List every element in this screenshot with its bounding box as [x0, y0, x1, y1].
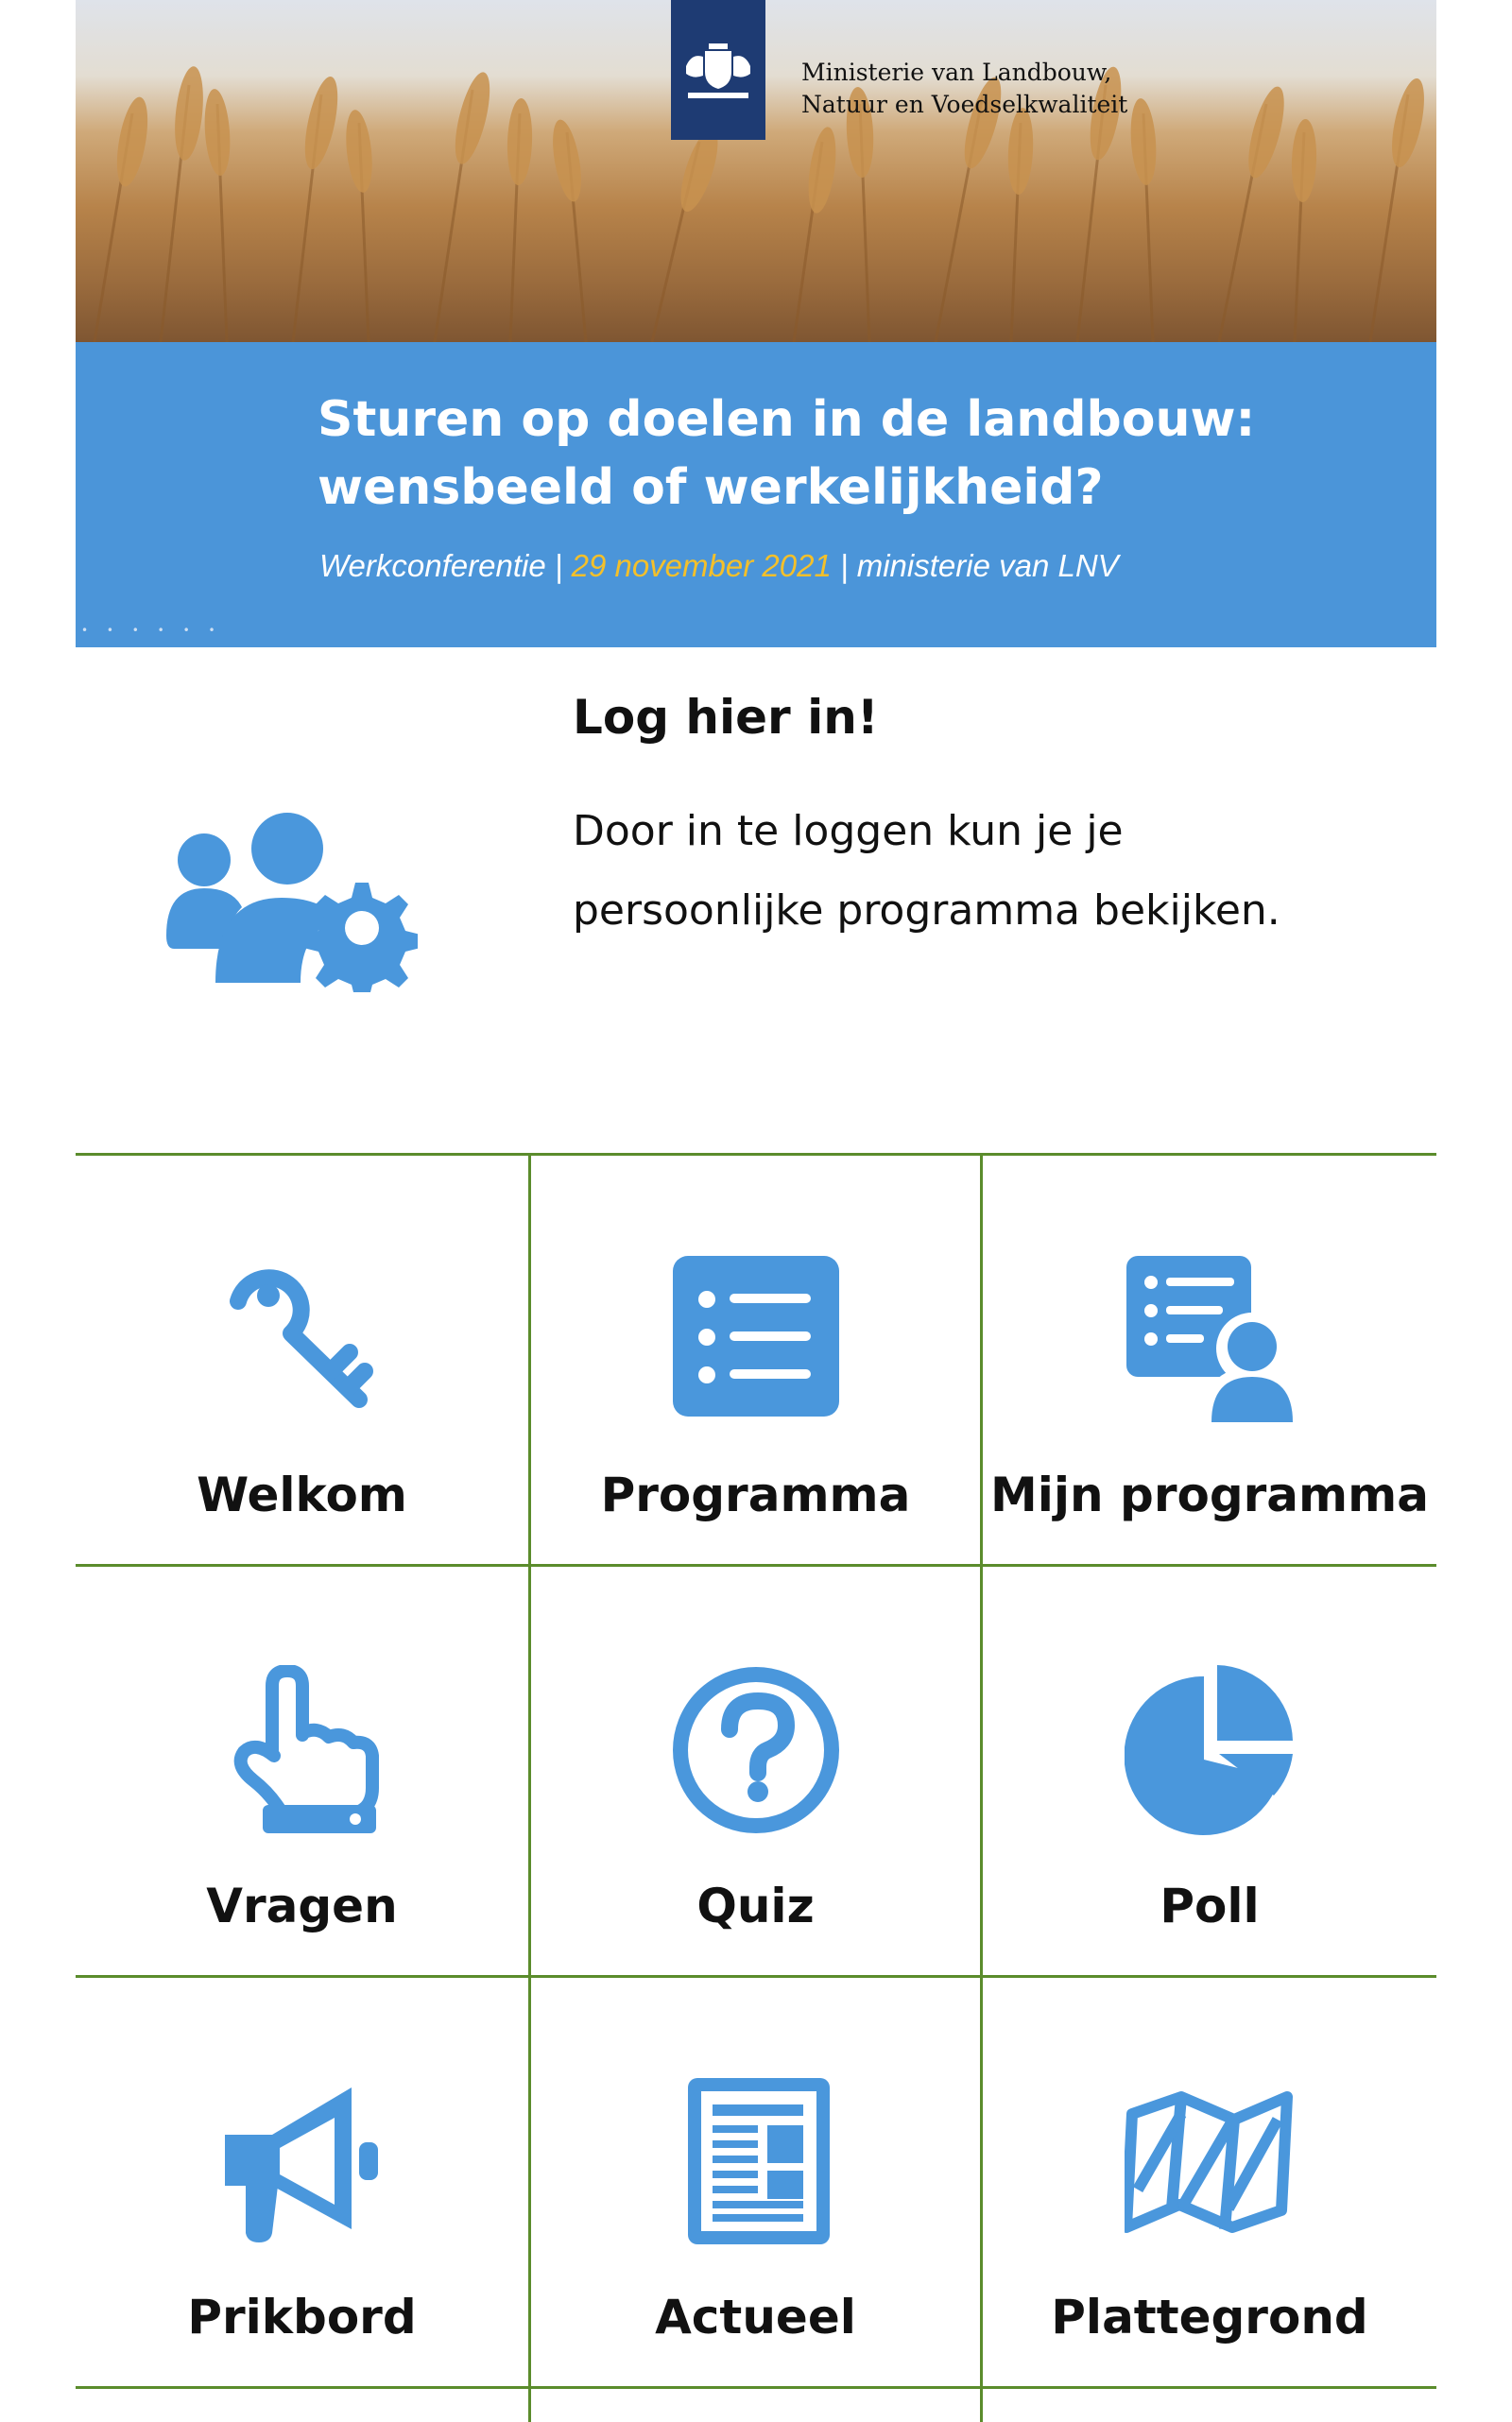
question-circle-icon: [671, 1665, 841, 1835]
tile-welkom[interactable]: [76, 1156, 528, 1567]
ministry-name: [801, 57, 1127, 121]
tile-prikbord[interactable]: [76, 1978, 528, 2389]
tile-plattegrond[interactable]: [983, 1978, 1436, 2389]
event-title-line-2: wensbeeld of werkelijkheid?: [318, 459, 1104, 516]
tile-label: Welkom: [197, 1468, 407, 1522]
users-gear-icon[interactable]: [166, 813, 418, 996]
pointing-hand-icon: [217, 1665, 387, 1835]
newspaper-icon: [671, 2076, 841, 2246]
slide-controls-dots: • • • • • •: [81, 624, 223, 637]
map-icon: [1125, 2076, 1295, 2246]
tile-programma[interactable]: [528, 1156, 983, 1567]
list-icon: [671, 1254, 841, 1424]
ministry-line-1: Ministerie van Landbouw,: [801, 59, 1112, 86]
separator-2: |: [831, 548, 857, 583]
menu-grid: [76, 1153, 1436, 2422]
separator-1: |: [545, 548, 572, 583]
tile-label: Actueel: [655, 2290, 856, 2345]
user-list-icon: [1125, 1254, 1295, 1424]
login-description-line-1: Door in te loggen kun je je: [573, 807, 1124, 855]
tile-label: Poll: [1160, 1879, 1260, 1933]
tile-label: Prikbord: [187, 2290, 417, 2345]
event-banner: [76, 0, 1436, 647]
event-type: Werkconferentie: [319, 548, 546, 583]
tile-label: Mijn programma: [990, 1468, 1429, 1522]
key-icon: [217, 1254, 387, 1424]
event-organizer: ministerie van LNV: [856, 548, 1119, 583]
tile-label: Quiz: [696, 1879, 815, 1933]
ministry-line-2: Natuur en Voedselkwaliteit: [801, 91, 1128, 118]
tile-quiz[interactable]: [528, 1567, 983, 1978]
tile-label: Vragen: [206, 1879, 398, 1933]
tile-label: Programma: [600, 1468, 911, 1522]
login-title[interactable]: Log hier in!: [573, 690, 879, 745]
title-band: [76, 342, 1436, 647]
tile-mijn-programma[interactable]: [983, 1156, 1436, 1567]
event-title-line-1: Sturen op doelen in de landbouw:: [318, 391, 1256, 448]
tile-partial-2: [528, 2389, 983, 2422]
tile-partial-1: [76, 2389, 528, 2422]
login-description-line-2: persoonlijke programma bekijken.: [573, 886, 1280, 935]
megaphone-icon: [217, 2076, 387, 2246]
event-title: [318, 386, 1376, 522]
tile-vragen[interactable]: [76, 1567, 528, 1978]
pie-chart-icon: [1125, 1665, 1295, 1835]
event-date: 29 november 2021: [571, 548, 832, 583]
tile-partial-3: [983, 2389, 1436, 2422]
event-subline: [319, 548, 1119, 584]
wheat-field-image: [76, 0, 1436, 342]
government-logo: [671, 0, 765, 140]
tile-poll[interactable]: [983, 1567, 1436, 1978]
tile-actueel[interactable]: [528, 1978, 983, 2389]
login-description: [573, 792, 1385, 951]
tile-label: Plattegrond: [1051, 2290, 1368, 2345]
